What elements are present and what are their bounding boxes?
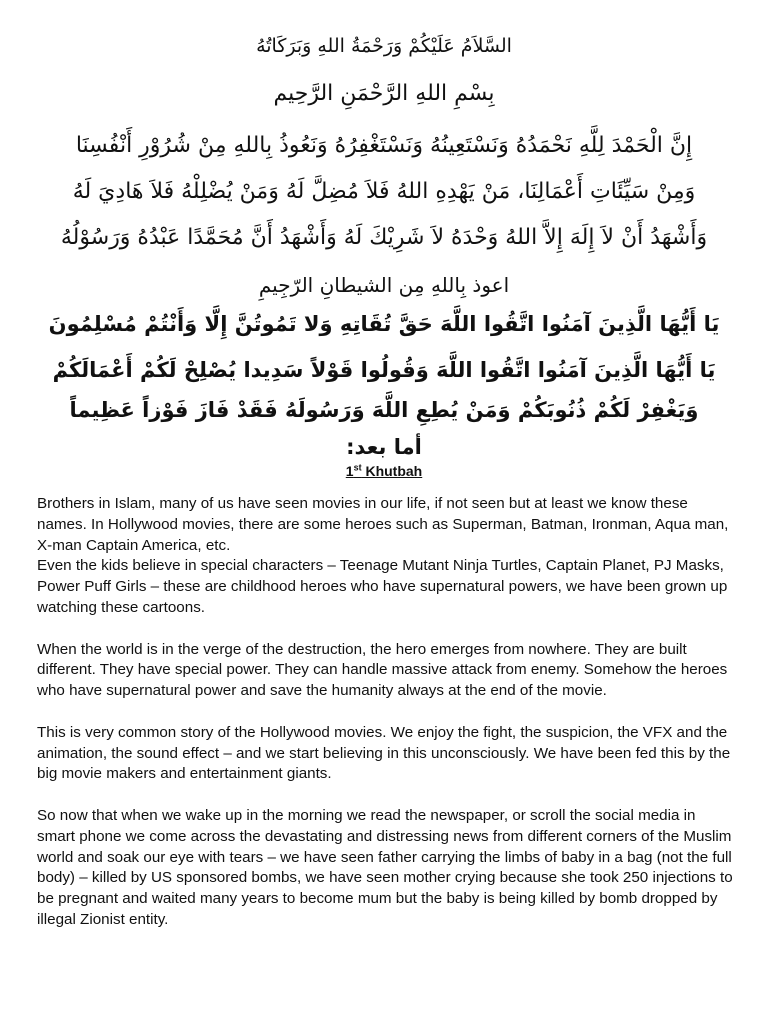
salam-greeting: السَّلاَمُ عَلَيْكُمْ وَرَحْمَةُ اللهِ وَبَرَكَاتُهُ [256,35,512,57]
khutbah-body [37,494,733,952]
body-paragraph: When the world is in the verge of the destruction, the hero emerges from nowhere. They are built different. They have special power. They can handle massive attack from enemy. Somehow the heroes who have supernatural power and save the humanity always at the end of the movie. [37,640,728,700]
khutbah-title [0,461,768,481]
opening-line: وَمِنْ سَيِّئَاتِ أَعْمَالِنَا، مَنْ يَهْدِهِ اللهُ فَلاَ مُضِلَّ لَهُ وَمَنْ يُضْلِلْهُ فَلاَ هَادِيَ لَهُ [72,179,696,204]
khutbah-title-ordinal: st [353,462,362,473]
khutbah-title-text: Khutbah [361,463,423,479]
khutbah-title-number: 1 [345,463,354,479]
body-paragraph: So now that when we wake up in the morning we read the newspaper, or scroll the social media in smart phone we come across the devastating and distressing news from different corners of the Muslim world and soak our eye with tears – we have seen father carrying the limbs of baby in a bag (not the full body) – killed by US sponsored bombs, we have seen mother crying because she took 250 injections to be pregnant and waited many years to become mum but the baby is being killed by bomb dropped by illegal Zionist entity. [37,806,733,928]
quran-verse: يَا أَيُّهَا الَّذِينَ آمَنُوا اتَّقُوا اللَّهَ حَقَّ تُقَاتِهِ وَلا تَمُوتُنَّ إِلَّا وَأَنْتُمْ مُسْلِمُونَ [48,312,720,336]
body-paragraph: Brothers in Islam, many of us have seen movies in our life, if not seen but at least we know these names. In Hollywood movies, there are some heroes such as Superman, Batman, Ironman, Aqua man, X-man Captain America, etc. [37,495,729,554]
opening-line: إِنَّ الْحَمْدَ لِلَّهِ نَحْمَدُهُ وَنَسْتَعِينُهُ وَنَسْتَغْفِرُهُ وَنَعُوذُ بِاللهِ مِنْ شُرُوْرِ أَنْفُسِنَا [75,133,693,158]
bismillah-line: بِسْمِ اللهِ الرَّحْمَنِ الرَّحِيم [273,81,495,106]
quran-verse: وَيَغْفِرْ لَكُمْ ذُنُوبَكُمْ وَمَنْ يُطِعِ اللَّهَ وَرَسُولَهُ فَقَدْ فَازَ فَوْزاً عَظِيماً [69,398,699,422]
opening-line: وَأَشْهَدُ أَنْ لاَ إِلَهَ إِلاَّ اللهُ وَحْدَهُ لاَ شَرِيْكَ لَهُ وَأَشْهَدُ أَنَّ مُحَمَّدًا عَبْدُهُ وَرَسُوْلُهُ [60,225,708,250]
body-paragraph: Even the kids believe in special characters – Teenage Mutant Ninja Turtles, Captain Planet, PJ Masks, Power Puff Girls – these are childhood heroes who have supernatural powers, we have been grown up watching these cartoons. [37,557,728,616]
quran-verse: يَا أَيُّهَا الَّذِينَ آمَنُوا اتَّقُوا اللَّهَ وَقُولُوا قَوْلاً سَدِيدا يُصْلِحْ لَكُمْ أَعْمَالَكُمْ [52,358,716,382]
audhu-line: اعوذ بِاللهِ مِن الشيطانِ الرّجِيمِ [258,273,510,297]
amma-bad-heading: أما بعد: [346,435,422,459]
body-paragraph: This is very common story of the Hollywood movies. We enjoy the fight, the suspicion, the VFX and the animation, the sound effect – and we start believing in this unconsciously. We have been fed this by the big movie makers and entertainment giants. [37,723,731,783]
